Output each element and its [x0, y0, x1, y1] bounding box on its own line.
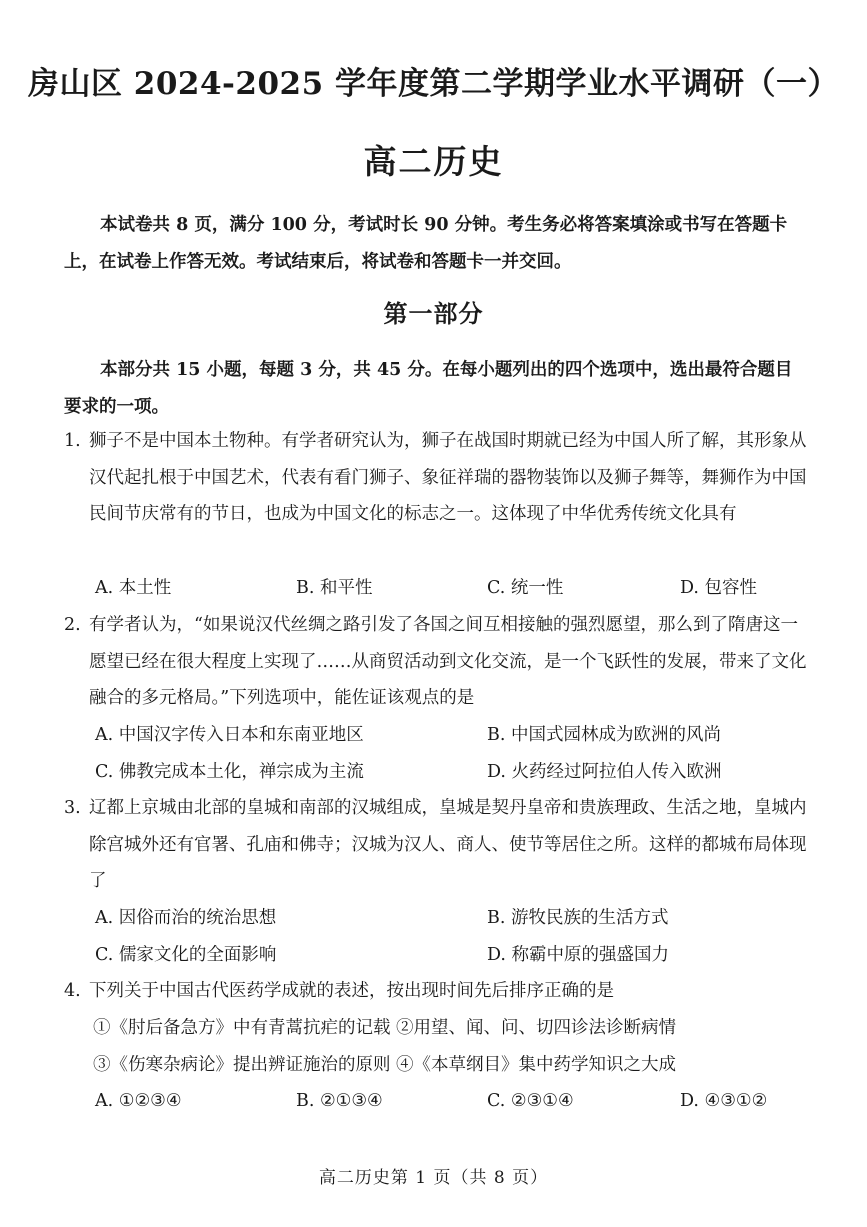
subject-title: 高二历史	[363, 142, 504, 181]
question-2-options	[95, 717, 795, 790]
option-a: A. ①②③④	[95, 1091, 182, 1111]
option-c: C. 儒家文化的全面影响	[95, 944, 277, 965]
exam-intro: 本试卷共 8 页，满分 100 分，考试时长 90 分钟。考生务必将答案填涂或书写在答题卡上，在试卷上作答无效。考试结束后，将试卷和答题卡一并交回。	[64, 215, 788, 272]
question-1-options	[95, 570, 795, 607]
option-d: D. ④③①②	[680, 1091, 768, 1111]
option-c: C. 统一性	[487, 578, 564, 598]
question-3-options	[95, 900, 795, 973]
option-b: B. 游牧民族的生活方式	[487, 908, 669, 928]
option-b: B. 和平性	[296, 578, 373, 598]
question-1	[64, 423, 809, 533]
question-4	[64, 973, 809, 1010]
option-a: A. 因俗而治的统治思想	[95, 908, 277, 928]
page-footer: 高二历史第 1 页（共 8 页）	[318, 1168, 549, 1188]
option-b: B. ②①③④	[296, 1091, 383, 1111]
option-b: B. 中国式园林成为欧洲的风尚	[487, 725, 721, 745]
question-stem: 下列关于中国古代医药学成就的表述，按出现时间先后排序正确的是	[89, 981, 614, 1001]
part-title: 第一部分	[383, 299, 484, 328]
part-instructions: 本部分共 15 小题，每题 3 分，共 45 分。在每小题列出的四个选项中，选出最符合题目要求的一项。	[64, 360, 793, 417]
exam-title: 房山区 2024-2025 学年度第二学期学业水平调研（一）	[27, 66, 839, 102]
question-4-items	[93, 1010, 793, 1083]
option-d: D. 包容性	[680, 578, 758, 598]
question-stem: 狮子不是中国本土物种。有学者研究认为，狮子在战国时期就已经为中国人所了解，其形象从汉代起扎根于中国艺术，代表有看门狮子、象征祥瑞的器物装饰以及狮子舞等，舞狮作为中国民间节庆常有的节日，也成为中国文化的标志之一。这体现了中华优秀传统文化具有	[89, 431, 807, 524]
question-number: 4.	[64, 981, 81, 1001]
question-number: 3.	[64, 798, 81, 818]
option-d: D. 火药经过阿拉伯人传入欧洲	[487, 761, 722, 782]
question-number: 2.	[64, 615, 81, 635]
question-4-options	[95, 1083, 795, 1120]
question-stem: 辽都上京城由北部的皇城和南部的汉城组成，皇城是契丹皇帝和贵族理政、生活之地，皇城内除宫城外还有官署、孔庙和佛寺；汉城为汉人、商人、使节等居住之所。这样的都城布局体现了	[89, 798, 807, 891]
option-c: C. 佛教完成本土化，禅宗成为主流	[95, 761, 364, 782]
question-stem: 有学者认为，“如果说汉代丝绸之路引发了各国之间互相接触的强烈愿望，那么到了隋唐这一愿望已经在很大程度上实现了……从商贸活动到文化交流，是一个飞跃性的发展，带来了文化融合的多元格局。”下列选项中，能佐证该观点的是	[89, 615, 807, 708]
option-a: A. 中国汉字传入日本和东南亚地区	[95, 725, 364, 745]
question-number: 1.	[64, 431, 81, 451]
item-line: ①《肘后备急方》中有青蒿抗疟的记载 ②用望、闻、问、切四诊法诊断病情	[93, 1018, 677, 1038]
question-3	[64, 790, 809, 900]
option-d: D. 称霸中原的强盛国力	[487, 944, 670, 965]
question-2	[64, 607, 809, 717]
option-c: C. ②③①④	[487, 1091, 574, 1111]
item-line: ③《伤寒杂病论》提出辨证施治的原则 ④《本草纲目》集中药学知识之大成	[93, 1054, 677, 1075]
option-a: A. 本土性	[95, 578, 172, 598]
